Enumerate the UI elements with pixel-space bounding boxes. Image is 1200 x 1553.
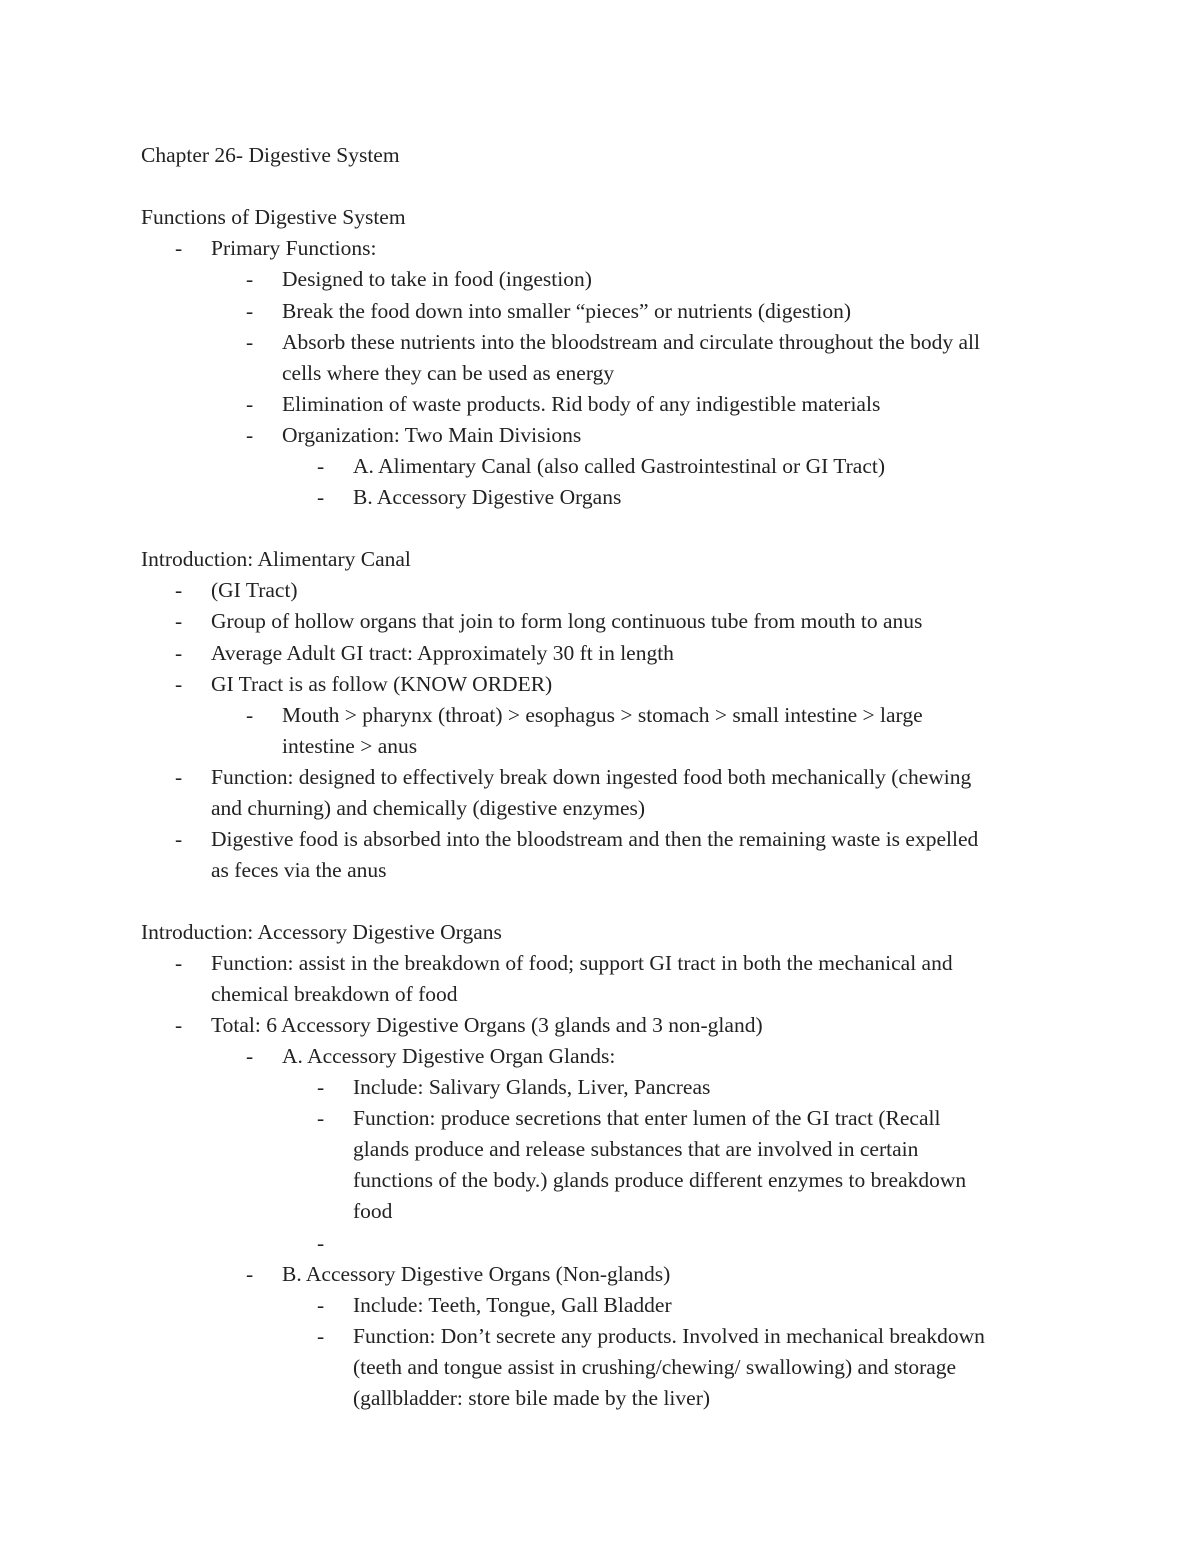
list-item-text: Designed to take in food (ingestion) — [282, 267, 592, 291]
bullet-dash: - — [175, 1013, 183, 1037]
bullet-dash: - — [246, 703, 254, 727]
list-item-text: Function: produce secretions that enter lumen of the GI tract (Recall — [353, 1106, 941, 1130]
list-item-text: Elimination of waste products. Rid body of any indigestible materials — [282, 392, 881, 416]
list-item-text: Organization: Two Main Divisions — [282, 423, 582, 447]
list-item-text: A. Alimentary Canal (also called Gastrointestinal or GI Tract) — [353, 454, 885, 478]
list-item-text: intestine > anus — [282, 734, 418, 758]
bullet-dash: - — [175, 236, 183, 260]
list-item-text: (teeth and tongue assist in crushing/chewing/ swallowing) and storage — [353, 1355, 957, 1379]
list-item-text: Group of hollow organs that join to form long continuous tube from mouth to anus — [211, 609, 923, 633]
list-item-text: Include: Salivary Glands, Liver, Pancreas — [353, 1075, 711, 1099]
list-item-text: and churning) and chemically (digestive enzymes) — [211, 796, 646, 820]
bullet-dash: - — [317, 1075, 325, 1099]
bullet-dash: - — [246, 392, 254, 416]
bullet-dash: - — [175, 609, 183, 633]
list-item-text: Total: 6 Accessory Digestive Organs (3 glands and 3 non-gland) — [211, 1013, 763, 1037]
list-item-text: Function: assist in the breakdown of food; support GI tract in both the mechanical and — [211, 951, 953, 975]
list-item-text: Function: designed to effectively break down ingested food both mechanically (chewing — [211, 765, 972, 789]
list-item-text: (gallbladder: store bile made by the liver) — [353, 1386, 711, 1410]
bullet-dash: - — [175, 672, 183, 696]
list-item-text: as feces via the anus — [211, 858, 387, 882]
list-item-text: food — [353, 1199, 393, 1223]
bullet-dash: - — [317, 485, 325, 509]
bullet-dash: - — [246, 1044, 254, 1068]
bullet-dash: - — [317, 454, 325, 478]
list-item-text: chemical breakdown of food — [211, 982, 458, 1006]
bullet-dash: - — [317, 1106, 325, 1130]
bullet-dash: - — [317, 1231, 325, 1255]
list-item-text: B. Accessory Digestive Organs (Non-glands) — [282, 1262, 671, 1286]
list-item-text: B. Accessory Digestive Organs — [353, 485, 622, 509]
bullet-dash: - — [246, 299, 254, 323]
list-item-text: cells where they can be used as energy — [282, 361, 615, 385]
list-item-text: Function: Don’t secrete any products. Involved in mechanical breakdown — [353, 1324, 985, 1348]
list-item-text: functions of the body.) glands produce different enzymes to breakdown — [353, 1168, 967, 1192]
bullet-dash: - — [175, 641, 183, 665]
bullet-dash: - — [317, 1324, 325, 1348]
bullet-dash: - — [175, 578, 183, 602]
bullet-dash: - — [175, 765, 183, 789]
list-item-text: Absorb these nutrients into the bloodstream and circulate throughout the body all — [282, 330, 980, 354]
bullet-dash: - — [246, 423, 254, 447]
list-item-text: glands produce and release substances that are involved in certain — [353, 1137, 919, 1161]
list-item-text: Digestive food is absorbed into the bloodstream and then the remaining waste is expelled — [211, 827, 979, 851]
list-item-text: Mouth > pharynx (throat) > esophagus > stomach > small intestine > large — [282, 703, 923, 727]
bullet-dash: - — [246, 1262, 254, 1286]
bullet-dash: - — [246, 267, 254, 291]
title-text: Chapter 26- Digestive System — [141, 143, 400, 167]
bullet-dash: - — [175, 827, 183, 851]
list-item-text: Primary Functions: — [211, 236, 377, 260]
list-item-text: A. Accessory Digestive Organ Glands: — [282, 1044, 616, 1068]
list-item-text: (GI Tract) — [211, 578, 298, 602]
list-item-text: GI Tract is as follow (KNOW ORDER) — [211, 672, 553, 696]
list-item-text: Average Adult GI tract: Approximately 30 ft in length — [211, 641, 674, 665]
section-heading-text: Introduction: Accessory Digestive Organs — [141, 920, 502, 944]
bullet-dash: - — [246, 330, 254, 354]
list-item-text: Include: Teeth, Tongue, Gall Bladder — [353, 1293, 672, 1317]
bullet-dash: - — [175, 951, 183, 975]
section-heading-text: Introduction: Alimentary Canal — [141, 547, 411, 571]
bullet-dash: - — [317, 1293, 325, 1317]
list-item-text: Break the food down into smaller “pieces” or nutrients (digestion) — [282, 299, 851, 323]
section-heading-text: Functions of Digestive System — [141, 205, 406, 229]
